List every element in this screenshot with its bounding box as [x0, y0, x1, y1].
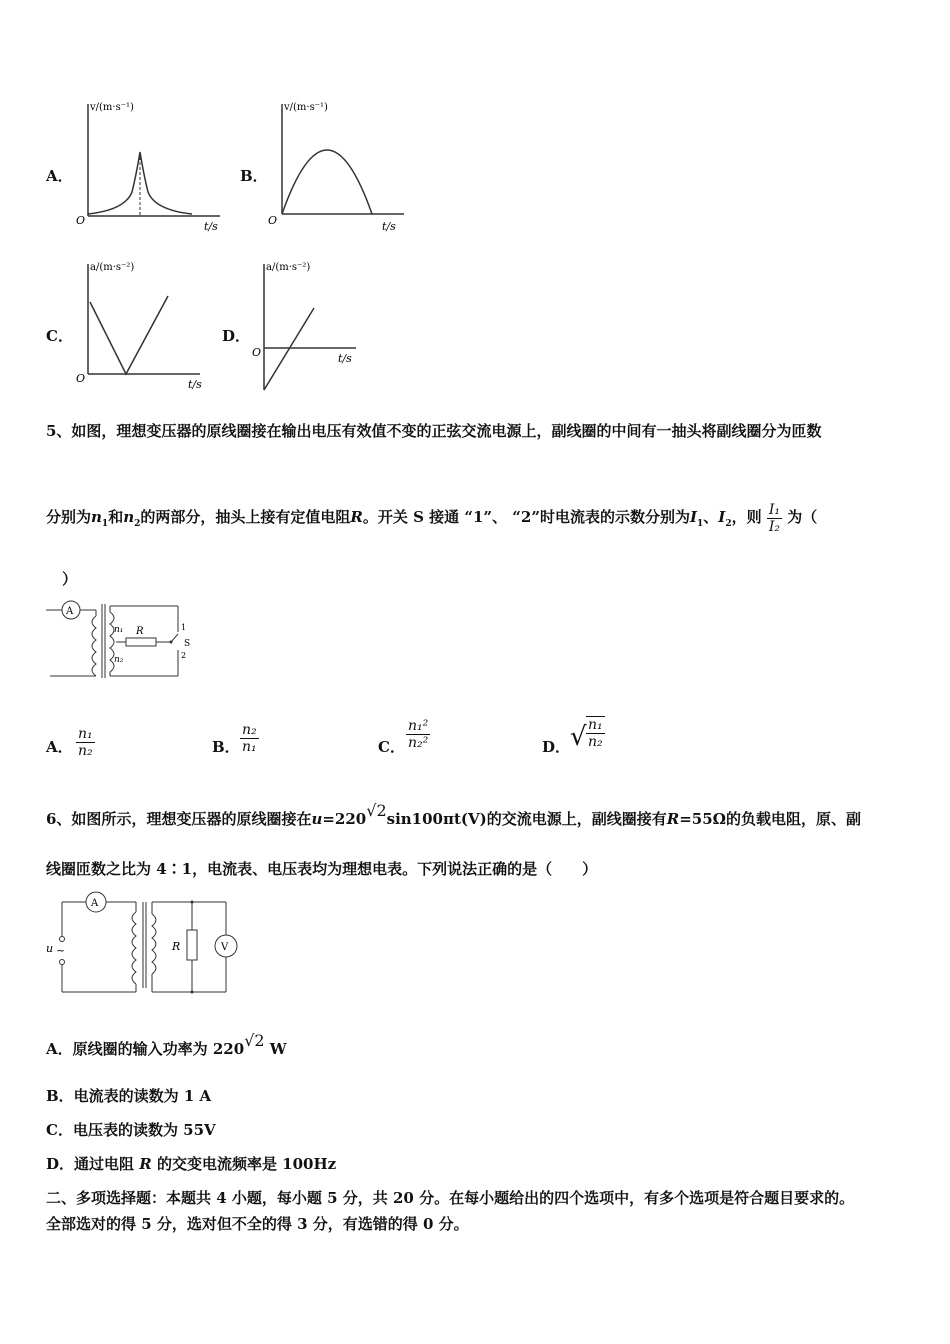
- graph-d-ylabel: a/(m·s⁻²): [266, 262, 311, 273]
- q6-option-d: D．通过电阻 R 的交变电流频率是 100Hz: [46, 1155, 337, 1173]
- q6-line1: 6、如图所示，理想变压器的原线圈接在u=220√2sin100πt(V)的交流电源上，副线圈接有R=55Ω的负载电阻，原、副: [46, 801, 861, 828]
- graph-d-xlabel: t/s: [338, 352, 352, 365]
- q6-option-a: A．原线圈的输入功率为 220√2 W: [46, 1031, 287, 1058]
- q6-option-c: C．电压表的读数为 55V: [46, 1121, 216, 1139]
- section2-line1: 二、多项选择题：本题共 4 小题，每小题 5 分，共 20 分。在每小题给出的四个选项中，有多个选项是符合题目要求的。: [46, 1189, 855, 1207]
- graph-b-origin: O: [268, 214, 278, 227]
- graph-c-ylabel: a/(m·s⁻²): [90, 262, 135, 273]
- svg-text:~: ~: [56, 944, 66, 957]
- svg-text:S: S: [184, 639, 191, 649]
- svg-text:u: u: [46, 942, 54, 955]
- graph-c-origin: O: [76, 372, 86, 385]
- svg-text:n₂: n₂: [114, 655, 124, 665]
- q5-option-b-label: B．: [212, 738, 240, 756]
- q6-circuit: [44, 888, 254, 998]
- q5-ratio-fraction: $\frac{\text{I₁}}{\text{I₂}}$: [768, 501, 780, 535]
- q5-circuit: [44, 596, 204, 686]
- svg-text:2: 2: [181, 651, 187, 660]
- option-d-label: D．: [222, 327, 251, 345]
- q6-line2: 线圈匝数之比为 4∶1，电流表、电压表均为理想电表。下列说法正确的是（ ）: [46, 860, 598, 878]
- graph-d: [246, 256, 396, 396]
- graph-b-xlabel: t/s: [382, 220, 396, 233]
- svg-text:R: R: [172, 940, 181, 953]
- svg-text:1: 1: [181, 623, 187, 632]
- svg-text:n₁: n₁: [114, 625, 124, 635]
- q5-option-c-fraction: $\frac{\text{n₁²}}{\text{n₂²}}$: [408, 718, 429, 751]
- graph-a: [70, 96, 230, 236]
- option-a-label: A．: [46, 167, 73, 185]
- q5-option-c-label: C．: [378, 738, 405, 756]
- q5-option-d-sqrt: √: [570, 722, 587, 752]
- q5-option-d-fraction: $\frac{\text{n₁}}{\text{n₂}}$: [588, 717, 603, 750]
- q5-line3: ）: [62, 570, 78, 588]
- q5-option-a-label: A．: [46, 738, 73, 756]
- option-b-label: B．: [240, 167, 268, 185]
- svg-text:V: V: [221, 942, 229, 953]
- q5-option-b-fraction: $\frac{\text{n₂}}{\text{n₁}}$: [242, 722, 257, 755]
- graph-c-xlabel: t/s: [188, 378, 202, 391]
- svg-text:A: A: [66, 606, 74, 617]
- svg-text:A: A: [91, 898, 99, 909]
- option-c-label: C．: [46, 327, 73, 345]
- graph-a-ylabel: v/(m·s⁻¹): [90, 102, 134, 113]
- graph-d-origin: O: [252, 346, 262, 359]
- svg-text:R: R: [136, 626, 144, 637]
- q5-line1: 5、如图，理想变压器的原线圈接在输出电压有效值不变的正弦交流电源上，副线圈的中间有一抽头将副线圈分为匝数: [46, 422, 822, 440]
- graph-a-xlabel: t/s: [204, 220, 218, 233]
- graph-a-origin: O: [76, 214, 86, 227]
- q5-line2: 分别为$n_1$和$n_2$的两部分，抽头上接有定值电阻R。开关 S 接通 “1”、 “2”时电流表的示数分别为$I_1$、$I_2$，则 $\frac{\text{I₁}}{\text{I₂}}$ 为（: [46, 501, 818, 535]
- graph-b: [264, 96, 424, 236]
- q5-option-d-label: D．: [542, 738, 571, 756]
- graph-b-ylabel: v/(m·s⁻¹): [284, 102, 328, 113]
- graph-c: [70, 256, 220, 396]
- q6-option-b: B．电流表的读数为 1 A: [46, 1087, 212, 1105]
- q5-option-a-fraction: $\frac{\text{n₁}}{\text{n₂}}$: [78, 726, 93, 759]
- section2-line2: 全部选对的得 5 分，选对但不全的得 3 分，有选错的得 0 分。: [46, 1215, 469, 1233]
